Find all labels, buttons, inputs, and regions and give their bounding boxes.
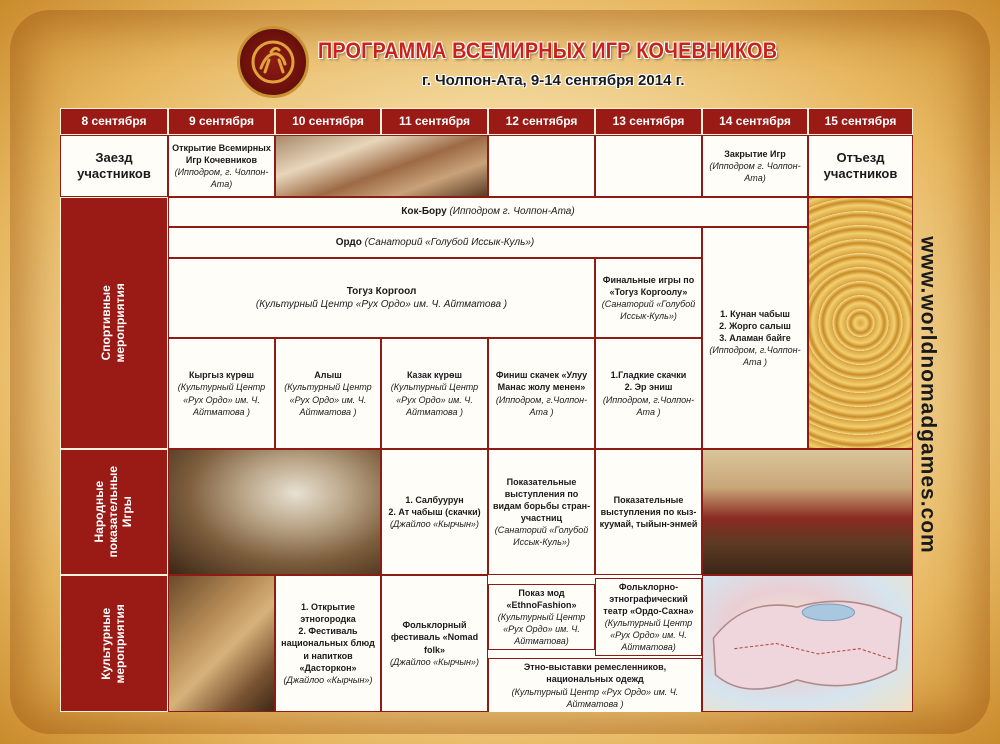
toguz-cell bbox=[168, 258, 595, 338]
section-culture-label: Культурные мероприятия bbox=[99, 603, 127, 684]
kyrgyzstan-map bbox=[702, 575, 913, 712]
ethno-place: (Джайлоо «Кырчын») bbox=[283, 674, 373, 685]
alysh-place: (Культурный Центр «Рух Ордо» им. Ч. Айтматова ) bbox=[284, 382, 372, 417]
riders-photo bbox=[702, 449, 913, 575]
falconer-photo bbox=[168, 449, 381, 575]
empty-cell bbox=[595, 135, 702, 197]
section-folk bbox=[60, 449, 168, 575]
falconer-photo-lower bbox=[168, 575, 275, 712]
fashion-place: (Культурный Центр «Рух Ордо» им. Ч. Айтматова) bbox=[497, 611, 586, 647]
theatre-cell bbox=[595, 578, 702, 657]
day-header: 9 сентября bbox=[168, 108, 275, 135]
wrestling-demo-cell bbox=[488, 449, 595, 575]
schedule-table bbox=[60, 108, 913, 712]
ordo-cell bbox=[168, 227, 702, 258]
finish-race-cell bbox=[488, 338, 595, 449]
opening-title: Открытие Всемирных Игр Кочевников bbox=[172, 142, 271, 165]
crafts-cell bbox=[488, 658, 702, 712]
finish-name: Финиш скачек «Улуу Манас жолу менен» bbox=[495, 370, 588, 393]
crafts-place: (Культурный Центр «Рух Ордо» им. Ч. Айтматова ) bbox=[511, 686, 679, 709]
theatre-place: (Культурный Центр «Рух Ордо» им. Ч. Айтматова) bbox=[604, 618, 693, 653]
salbuurun-place: (Джайлоо «Кырчын») bbox=[390, 519, 479, 530]
nomad-folk-cell bbox=[381, 575, 488, 712]
ethno-line: 1. Открытие этногородка bbox=[300, 602, 356, 625]
kazak-kurosh-cell bbox=[381, 338, 488, 449]
toguz-final-name: Финальные игры по «Тогуз Коргоолу» bbox=[602, 274, 695, 297]
finish-place: (Ипподром, г.Чолпон-Ата ) bbox=[495, 394, 588, 417]
day-header: 11 сентября bbox=[381, 108, 488, 135]
opening-cell bbox=[168, 135, 275, 197]
kokboru-name: Кок-Бору bbox=[401, 206, 447, 218]
nomad-folk-name: Фольклорный фестиваль «Nomad folk» bbox=[390, 620, 479, 655]
day-header: 15 сентября bbox=[808, 108, 913, 135]
website-label bbox=[912, 215, 944, 575]
horse-line: 2. Жорго салыш bbox=[719, 320, 791, 331]
horse-line: 3. Аламан байге bbox=[719, 332, 791, 343]
horse-place: (Ипподром, г.Чолпон-Ата ) bbox=[709, 345, 801, 368]
salbuurun-cell bbox=[381, 449, 488, 575]
toguz-place: (Культурный Центр «Рух Ордо» им. Ч. Айтматова ) bbox=[255, 299, 508, 310]
smooth-place: (Ипподром, г.Чолпон-Ата ) bbox=[602, 394, 695, 417]
closing-title: Закрытие Игр bbox=[724, 148, 786, 159]
section-culture bbox=[60, 575, 168, 712]
section-folk-label: Народные показательные Игры bbox=[92, 466, 134, 558]
kyz-kuumai-cell bbox=[595, 449, 702, 575]
day-header: 13 сентября bbox=[595, 108, 702, 135]
website-text: www.worldnomadgames.com bbox=[917, 236, 941, 554]
kyrgyz-kurosh-cell bbox=[168, 338, 275, 449]
ethno-town-cell bbox=[275, 575, 381, 712]
page-subtitle: г. Чолпон-Ата, 9-14 сентября 2014 г. bbox=[422, 72, 685, 89]
alysh-name: Алыш bbox=[314, 370, 342, 381]
horse-races-cell bbox=[702, 227, 808, 449]
salbuurun-line: 2. Ат чабыш (скачки) bbox=[388, 506, 481, 517]
games-logo bbox=[237, 26, 309, 98]
ordo-name: Ордо bbox=[335, 236, 362, 248]
horse-line: 1. Кунан чабыш bbox=[720, 308, 790, 319]
kyrgyz-kurosh-name: Кыргыз күрөш bbox=[188, 370, 255, 381]
wrestling-photo bbox=[275, 135, 488, 197]
section-sport bbox=[60, 197, 168, 449]
kokboru-place: (Ипподром г. Чолпон-Ата) bbox=[449, 206, 575, 218]
toguz-name: Тогуз Коргоол bbox=[346, 285, 417, 297]
horse-rider-emblem-icon bbox=[249, 38, 297, 86]
kyrgyz-kurosh-place: (Культурный Центр «Рух Ордо» им. Ч. Айтматова ) bbox=[177, 382, 266, 417]
toguz-final-cell bbox=[595, 258, 702, 338]
fashion-name: Показ мод «EthnoFashion» bbox=[506, 587, 577, 610]
page-title: ПРОГРАММА ВСЕМИРНЫХ ИГР КОЧЕВНИКОВ bbox=[318, 38, 778, 63]
smooth-line: 1.Гладкие скачки bbox=[610, 370, 687, 381]
ethno-line: 2. Фестиваль национальных блюд и напитков «Дасторкон» bbox=[281, 626, 375, 673]
kokboru-cell bbox=[168, 197, 808, 227]
day-header: 14 сентября bbox=[702, 108, 808, 135]
empty-cell bbox=[488, 135, 595, 197]
smooth-line: 2. Эр эниш bbox=[624, 382, 673, 393]
kazak-kurosh-name: Казак күрөш bbox=[406, 370, 463, 381]
section-sport-label: Спортивные мероприятия bbox=[99, 283, 127, 363]
departure-cell: Отъезд участников bbox=[808, 135, 913, 197]
kyz-kuumai-name: Показательные выступления по кыз-куумай, тыйын-энмей bbox=[599, 494, 698, 530]
fashion-cell bbox=[488, 584, 595, 651]
ornament-panel bbox=[808, 197, 913, 449]
alysh-cell bbox=[275, 338, 381, 449]
kazak-kurosh-place: (Культурный Центр «Рух Ордо» им. Ч. Айтматова ) bbox=[390, 382, 479, 417]
wrestling-demo-name: Показательные выступления по видам борьбы стран-участниц bbox=[492, 476, 591, 523]
arrival-cell: Заезд участников bbox=[60, 135, 168, 197]
nomad-folk-place: (Джайлоо «Кырчын») bbox=[390, 656, 479, 667]
crafts-name: Этно-выставки ремесленников, национальных одежд bbox=[523, 662, 667, 685]
day-header: 8 сентября bbox=[60, 108, 168, 135]
day-header: 10 сентября bbox=[275, 108, 381, 135]
salbuurun-line: 1. Салбуурун bbox=[405, 494, 464, 505]
smooth-race-cell bbox=[595, 338, 702, 449]
closing-cell bbox=[702, 135, 808, 197]
day-header: 12 сентября bbox=[488, 108, 595, 135]
culture-subgrid bbox=[488, 575, 702, 712]
map-outline-icon bbox=[703, 576, 912, 711]
page-header bbox=[0, 12, 1000, 102]
ordo-place: (Санаторий «Голубой Иссык-Куль») bbox=[364, 236, 535, 248]
opening-place: (Ипподром, г. Чолпон-Ата) bbox=[174, 167, 269, 190]
theatre-name: Фольклорно-этнографический театр «Ордо-Сахна» bbox=[603, 581, 694, 616]
closing-place: (Ипподром г. Чолпон-Ата) bbox=[709, 160, 801, 184]
wrestling-demo-place: (Санаторий «Голубой Иссык-Куль») bbox=[494, 525, 589, 548]
toguz-final-place: (Санаторий «Голубой Иссык-Куль») bbox=[601, 299, 696, 322]
